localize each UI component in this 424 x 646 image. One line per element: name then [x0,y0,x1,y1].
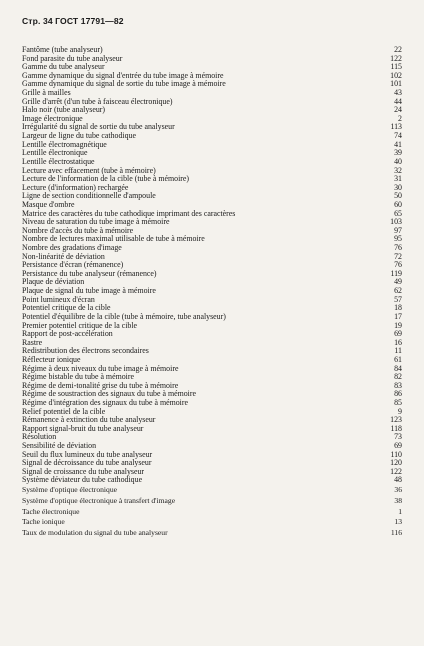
index-page-number: 69 [394,329,402,339]
index-page-number: 44 [394,96,402,106]
index-page-number: 72 [394,251,402,261]
index-page-number: 19 [394,320,402,330]
index-entry [22,485,402,496]
index-page-number: 31 [394,174,402,184]
index-term: Redistribution des électrons secondaires [22,346,149,356]
index-list [22,46,402,539]
index-page-number: 36 [394,485,402,495]
index-term: Ligne de section conditionnelle d'ampoule [22,191,156,201]
index-term: Nombre d'accès du tube à mémoire [22,225,134,235]
index-term: Point lumineux d'écran [22,294,95,304]
index-page-number: 120 [390,458,402,468]
index-term: Système déviateur du tube cathodique [22,475,143,485]
index-term: Fond parasite du tube analyseur [22,53,123,63]
index-entry [22,476,402,485]
index-page-number: 85 [394,397,402,407]
index-term: Seuil du flux lumineux du tube analyseur [22,449,153,459]
index-term: Réflecteur ionique [22,354,81,364]
index-term: Image électronique [22,113,83,123]
index-term: Largeur de ligne du tube cathodique [22,131,137,141]
index-term: Rastre [22,337,43,347]
index-page-number: 48 [394,475,402,485]
index-term: Premier potentiel critique de la cible [22,320,138,330]
index-term: Grille d'arrêt (d'un tube à faisceau électronique) [22,96,173,106]
index-term: Potentiel critique de la cible [22,303,111,313]
index-term: Persistance du tube analyseur (rémanence) [22,268,157,278]
index-page-number: 9 [398,406,402,416]
index-page-number: 84 [394,363,402,373]
index-page-number: 74 [394,131,402,141]
index-term: Lecture (d'information) rechargée [22,182,129,192]
index-page-number: 65 [394,208,402,218]
index-term: Matrice des caractères du tube cathodique imprimant des caractères [22,208,236,218]
index-page-number: 11 [394,346,402,356]
index-entry [22,80,402,89]
index-page-number: 50 [394,191,402,201]
index-term: Relief potentiel de la cible [22,406,106,416]
index-term: Rémanence à extinction du tube analyseur [22,415,156,425]
index-page-number: 38 [394,495,402,505]
index-entry [22,528,402,539]
index-term: Nombre de lectures maximal utilisable de tube à mémoire [22,234,205,244]
index-page-number: 82 [394,372,402,382]
index-page-number: 13 [394,517,402,527]
index-term: Régime d'intégration des signaux du tube à mémoire [22,397,188,407]
index-page-number: 97 [394,225,402,235]
index-term: Régime de soustraction des signaux du tube à mémoire [22,389,196,399]
index-term: Lentille électromagnétique [22,139,107,149]
index-page-number: 76 [394,243,402,253]
index-term: Nombre des gradations d'image [22,243,122,253]
index-term: Rapport signal-bruit du tube analyseur [22,423,144,433]
index-page-number: 39 [394,148,402,158]
index-term: Lecture avec effacement (tube à mémoire) [22,165,156,175]
index-page-number: 86 [394,389,402,399]
index-page-number: 115 [390,62,402,72]
index-page-number: 17 [394,311,402,321]
index-entry [22,496,402,507]
index-term: Potentiel d'équilibre de la cible (tube à mémoire, tube analyseur) [22,311,226,321]
index-term: Résolution [22,432,57,442]
index-term: Grille à mailles [22,88,71,98]
index-term: Lentille électronique [22,148,88,158]
index-page-number: 43 [394,88,402,98]
index-entry [22,507,402,518]
index-term: Taux de modulation du signal du tube analyseur [22,528,168,538]
index-page-number: 76 [394,260,402,270]
index-page-number: 122 [390,466,402,476]
index-page-number: 24 [394,105,402,115]
index-entry [22,517,402,528]
index-term: Plaque de déviation [22,277,85,287]
index-page-number: 83 [394,380,402,390]
index-page-number: 110 [390,449,402,459]
index-page-number: 41 [394,139,402,149]
index-term: Tache électronique [22,506,80,516]
index-term: Non-linéarité de déviation [22,251,105,261]
index-page-number: 57 [394,294,402,304]
index-term: Fantôme (tube analyseur) [22,45,103,54]
index-term: Signal de décroissance du tube analyseur [22,458,152,468]
index-term: Régime de demi-tonalité grise du tube à mémoire [22,380,179,390]
index-entry [22,192,402,201]
index-term: Persistance d'écran (rémanence) [22,260,124,270]
index-page-number: 101 [390,79,402,89]
index-page-number: 73 [394,432,402,442]
index-page-number: 119 [390,268,402,278]
index-term: Irrégularité du signal de sortie du tube analyseur [22,122,175,132]
index-term: Lecture de l'information de la cible (tube à mémoire) [22,174,190,184]
index-term: Gamme dynamique du signal d'entrée du tube image à mémoire [22,70,224,80]
index-page-number: 1 [398,506,402,516]
index-page-number: 61 [394,354,402,364]
index-entry [22,330,402,339]
index-page-number: 103 [390,217,402,227]
index-term: Niveau de saturation du tube image à mémoire [22,217,170,227]
index-page-number: 69 [394,441,402,451]
index-page-number: 16 [394,337,402,347]
index-term: Sensibilité de déviation [22,441,97,451]
index-term: Halo noir (tube analyseur) [22,105,106,115]
index-page-number: 118 [390,423,402,433]
index-page-number: 32 [394,165,402,175]
index-term: Régime bistable du tube à mémoire [22,372,134,382]
index-page-number: 116 [390,528,402,538]
index-page-number: 30 [394,182,402,192]
index-term: Plaque de signal du tube image à mémoire [22,286,156,296]
page-header: Стр. 34 ГОСТ 17791—82 [22,16,124,26]
index-term: Signal de croissance du tube analyseur [22,466,145,476]
index-page-number: 49 [394,277,402,287]
index-page-number: 22 [394,45,402,54]
index-term: Tache ionique [22,517,65,527]
index-term: Lentille électrostatique [22,156,95,166]
index-page-number: 40 [394,156,402,166]
index-page-number: 123 [390,415,402,425]
index-term: Système d'optique électronique à transfert d'image [22,495,176,505]
index-page-number: 113 [390,122,402,132]
index-page-number: 62 [394,286,402,296]
index-page-number: 2 [398,113,402,123]
index-entry [22,425,402,434]
index-term: Rapport de post-accélération [22,329,113,339]
index-page-number: 102 [390,70,402,80]
index-term: Masque d'ombre [22,199,75,209]
index-term: Gamme dynamique du signal de sortie du tube image à mémoire [22,79,226,89]
index-term: Régime à deux niveaux du tube image à mémoire [22,363,179,373]
index-term: Gamme du tube analyseur [22,62,105,72]
index-page-number: 122 [390,53,402,63]
index-page-number: 60 [394,199,402,209]
index-term: Système d'optique électronique [22,485,117,495]
index-page-number: 18 [394,303,402,313]
index-page-number: 95 [394,234,402,244]
